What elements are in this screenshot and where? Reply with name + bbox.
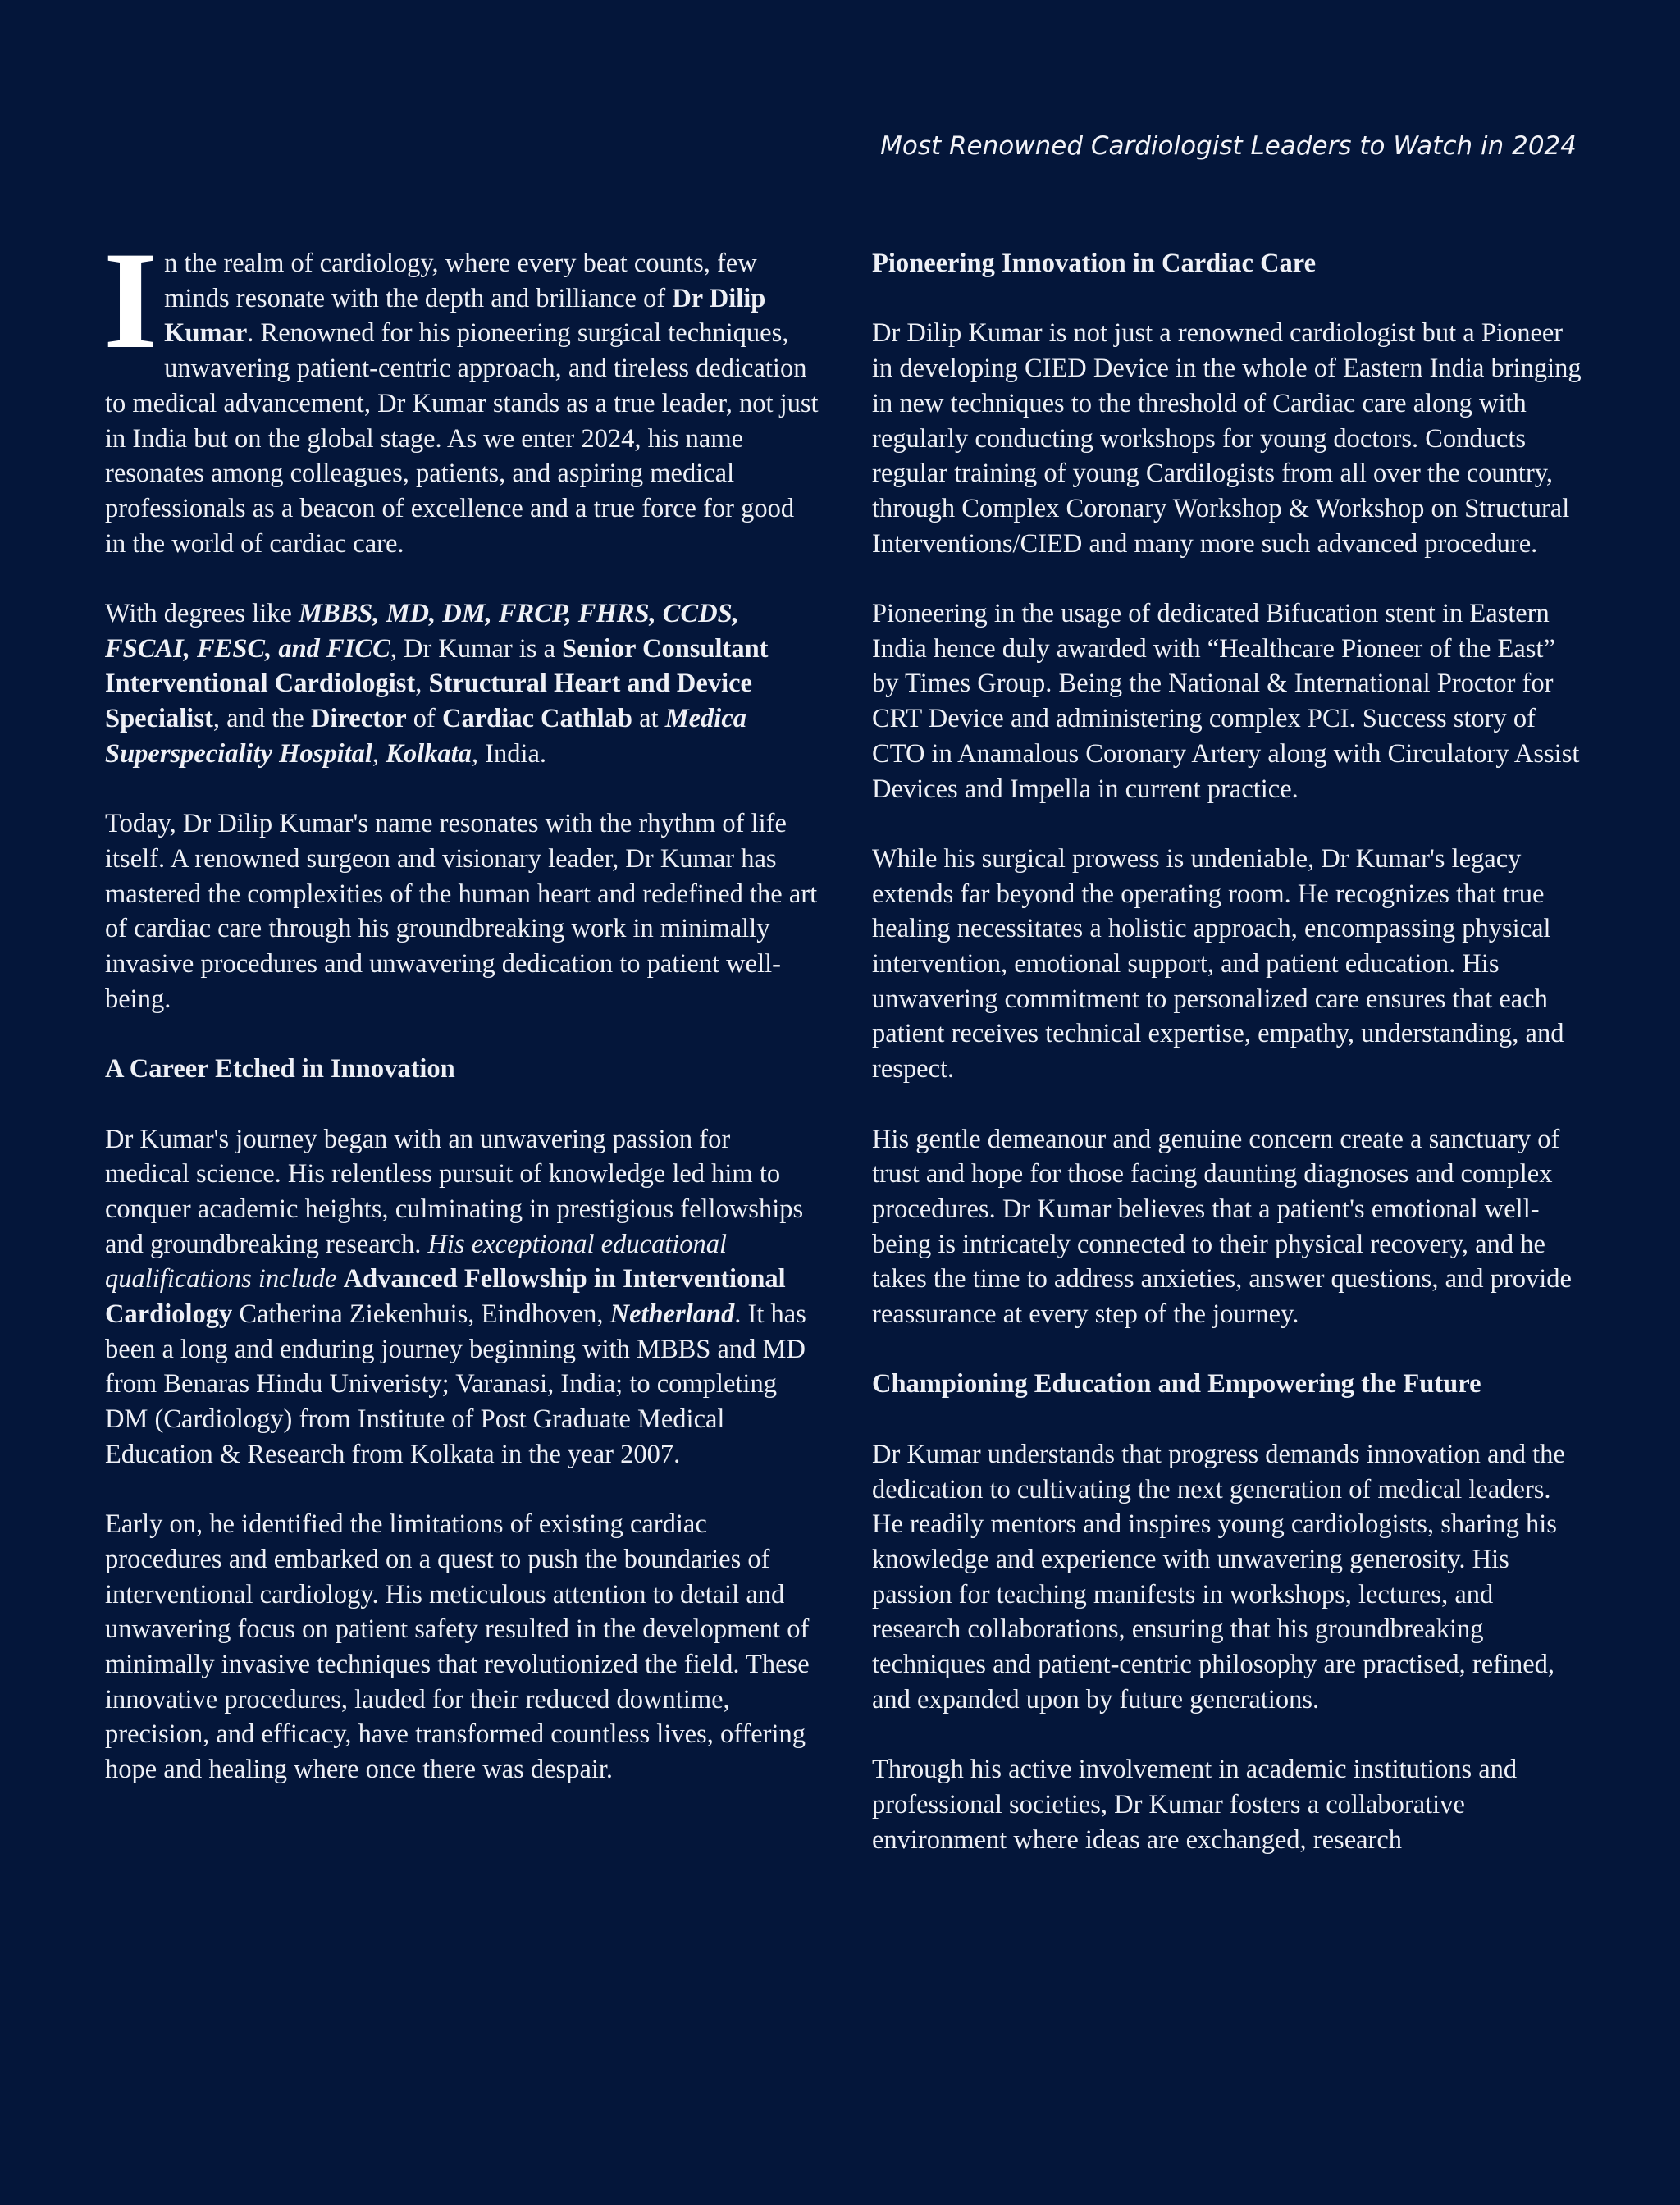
heading-education: Championing Education and Empowering the Future xyxy=(872,1369,1481,1399)
fellowship-title: Advanced Fellowship in Interventional Cardiology xyxy=(105,1264,786,1330)
doctor-name: Dr Dilip Kumar xyxy=(164,283,766,349)
journey-italic: His exceptional educational qualifications include xyxy=(105,1229,728,1294)
heading-career: A Career Etched in Innovation xyxy=(105,1054,455,1084)
journey-paragraph xyxy=(105,1122,819,1472)
right-column xyxy=(872,246,1586,1892)
early-paragraph: Early on, he identified the limitations of existing cardiac procedures and embarked on a quest to push the boundaries of interventional cardiology. His meticulous attention to detail and unwavering focus on patient safety resulted in the development of minimally invasive techniques that revolutionized the field. These innovative procedures, lauded for their reduced downtime, precision, and efficacy, have transformed countless lives, offering hope and healing where once there was despair. xyxy=(105,1509,810,1785)
intro-text-cont: . Renowned for his pioneering surgical techniques, unwavering patient-centric approach, and tireless dedication to medical advancement, Dr Kumar stands as a true leader, not just in India but on the global stage. As we enter 2024, his name resonates among colleagues, patients, and aspiring medical professionals as a beacon of excellence and a true force for good in the world of cardiac care. xyxy=(105,318,819,559)
today-paragraph: Today, Dr Dilip Kumar's name resonates with the rhythm of life itself. A renowned surgeon and visionary leader, Dr Kumar has mastered the complexities of the human heart and redefined the art of cardiac care through his groundbreaking work in minimally invasive procedures and unwavering dedication to patient well-being. xyxy=(105,809,818,1014)
degrees-text: With degrees like xyxy=(105,599,299,629)
degrees-text: , India. xyxy=(471,738,547,769)
degree-list: MBBS, MD, DM, FRCP, FHRS, CCDS, FSCAI, FESC, and FICC xyxy=(105,599,739,664)
degrees-text: , and the xyxy=(212,704,311,734)
hospital-name: Medica Superspeciality Hospital xyxy=(105,704,746,769)
journey-text xyxy=(337,1264,344,1294)
role-cathlab: Cardiac Cathlab xyxy=(441,704,632,734)
degrees-text: of xyxy=(406,704,442,734)
journey-text: . It has been a long and enduring journey beginning with MBBS and MD from Benaras Hindu Univeristy; Varanasi, India; to completing DM (Cardiology) from Institute of Post Graduate Medical Education & Research from Kolkata in the year 2007. xyxy=(105,1299,806,1469)
mentoring-paragraph: Dr Kumar understands that progress demands innovation and the dedication to cultivating the next generation of medical leaders. He readily mentors and inspires young cardiologists, sharing his knowledge and experience with unwavering generosity. His passion for teaching manifests in workshops, lectures, and research collaborations, ensuring that his groundbreaking techniques and patient-centric philosophy are practised, refined, and expanded upon by future generations. xyxy=(872,1439,1565,1714)
degrees-text: , xyxy=(372,738,386,769)
left-column xyxy=(103,223,819,1823)
legacy-paragraph: While his surgical prowess is undeniable, Dr Kumar's legacy extends far beyond the operating room. He recognizes that true healing necessitates a holistic approach, encompassing physical intervention, emotional support, and patient education. His unwavering commitment to personalized care ensures that each patient receives technical expertise, empathy, understanding, and respect. xyxy=(872,843,1564,1084)
degrees-paragraph xyxy=(105,596,819,772)
city-name: Kolkata xyxy=(386,738,472,769)
heading-pioneering: Pioneering Innovation in Cardiac Care xyxy=(872,249,1317,278)
bifurcation-paragraph: Pioneering in the usage of dedicated Bifucation stent in Eastern India hence duly awarded with “Healthcare Pioneer of the East” by Times Group. Being the National & International Proctor for CRT Device and administering complex PCI. Success story of CTO in Anamalous Coronary Artery along with Circulatory Assist Devices and Impella in current practice. xyxy=(872,599,1580,804)
role-senior-consultant: Senior Consultant Interventional Cardiologist xyxy=(105,633,769,699)
demeanour-paragraph: His gentle demeanour and genuine concern create a sanctuary of trust and hope for those facing daunting diagnoses and complex procedures. Dr Kumar believes that a patient's emotional well-being is intricately connected to their physical recovery, and he takes the time to address anxieties, answer questions, and provide reassurance at every step of the journey. xyxy=(872,1124,1572,1330)
journey-text: Dr Kumar's journey began with an unwavering passion for medical science. His relentless pursuit of knowledge led him to conquer academic heights, culminating in prestigious fellowships and groundbreaking research. xyxy=(105,1124,804,1259)
role-structural-heart: Structural Heart and Device Specialist xyxy=(105,669,752,734)
pioneer-paragraph: Dr Dilip Kumar is not just a renowned cardiologist but a Pioneer in developing CIED Device in the whole of Eastern India bringing in new techniques to the threshold of Cardiac care along with regularly conducting workshops for young doctors. Conducts regular training of young Cardilogists from all over the country, through Complex Coronary Workshop & Workshop on Structural Interventions/CIED and many more such advanced procedure. xyxy=(872,318,1582,559)
degrees-text: at xyxy=(632,704,665,734)
involvement-paragraph: Through his active involvement in academic institutions and professional societies, Dr Kumar fosters a collaborative environment where ideas are exchanged, research xyxy=(872,1755,1518,1855)
country-name: Netherland xyxy=(609,1299,735,1330)
role-director: Director xyxy=(310,704,407,734)
degrees-text: , xyxy=(415,669,429,699)
running-header: Most Renowned Cardiologist Leaders to Watch in 2024 xyxy=(880,131,1577,161)
intro-text: n the realm of cardiology, where every beat counts, few minds resonate with the depth and brilliance of xyxy=(164,249,757,313)
intro-paragraph xyxy=(103,223,819,561)
degrees-text: , Dr Kumar is a xyxy=(390,633,563,664)
drop-cap: I xyxy=(103,223,158,377)
journey-text: Catherina Ziekenhuis, Eindhoven, xyxy=(232,1299,610,1330)
